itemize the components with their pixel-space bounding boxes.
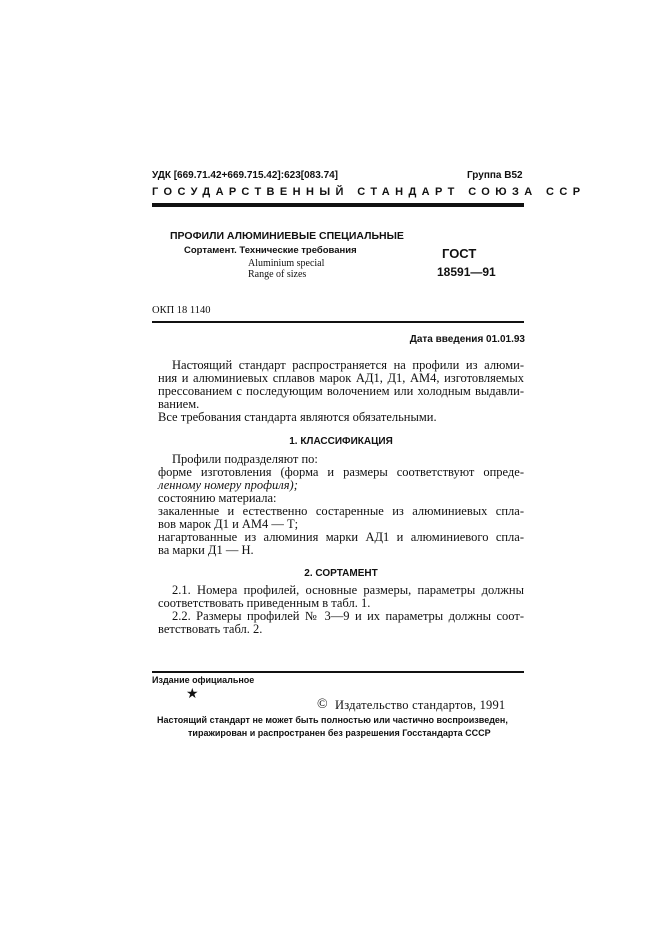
text-line: вов марок Д1 и АМ4 — Т; <box>158 517 299 531</box>
udk-code: УДК [669.71.42+669.715.42]:623[083.74] <box>152 170 339 181</box>
text-line: ванием. <box>158 397 200 411</box>
english-title-line1: Aluminium special <box>248 258 325 269</box>
section-2-heading: 2. СОРТАМЕНТ <box>304 568 378 579</box>
text-line: ва марки Д1 — Н. <box>158 543 254 557</box>
okp-code: ОКП 18 1140 <box>152 305 211 316</box>
text-line: ветствовать табл. 2. <box>158 622 263 636</box>
footer-rule <box>152 671 524 673</box>
text-line: прессованием с последующим волочением или холодным выдавли- <box>158 384 524 398</box>
document-subtitle: Сортамент. Технические требования <box>184 245 357 256</box>
text-line: ния и алюминиевых сплавов марок АД1, Д1, АМ4, изготовляемых <box>158 371 524 385</box>
publisher-copyright: Издательство стандартов, 1991 <box>335 698 506 712</box>
text-line: закаленные и естественно состаренные из алюминиевых спла- <box>158 504 524 518</box>
text-line: форме изготовления (форма и размеры соответствуют опреде- <box>158 465 524 479</box>
gost-label: ГОСТ <box>442 246 477 261</box>
reproduction-notice-line1: Настоящий стандарт не может быть полностью или частично воспроизведен, <box>157 715 508 725</box>
english-title-line2: Range of sizes <box>248 269 307 280</box>
section-1-heading: 1. КЛАССИФИКАЦИЯ <box>289 436 393 447</box>
copyright-icon: © <box>317 697 328 712</box>
text-line: Профили подразделяют по: <box>172 452 318 466</box>
section-2-body <box>158 584 524 636</box>
okp-rule <box>152 321 524 323</box>
official-edition-label: Издание официальное <box>152 675 255 685</box>
intro-paragraph <box>158 359 524 424</box>
text-line: нагартованные из алюминия марки АД1 и алюминиевого спла- <box>158 530 524 544</box>
reproduction-notice-line2: тиражирован и распространен без разрешения Госстандарта СССР <box>188 728 491 738</box>
state-standard-heading: ГОСУДАРСТВЕННЫЙ СТАНДАРТ СОЮЗА ССР <box>152 186 586 198</box>
text-line: ленному номеру профиля); <box>158 478 298 492</box>
text-line: 2.1. Номера профилей, основные размеры, параметры должны <box>172 583 524 597</box>
text-line: Все требования стандарта являются обязательными. <box>158 410 437 424</box>
text-line: соответствовать приведенным в табл. 1. <box>158 596 371 610</box>
group-code: Группа В52 <box>467 170 523 181</box>
document-title: ПРОФИЛИ АЛЮМИНИЕВЫЕ СПЕЦИАЛЬНЫЕ <box>170 230 404 242</box>
section-1-body <box>158 453 524 557</box>
text-line: состоянию материала: <box>158 491 277 505</box>
gost-number: 18591—91 <box>437 265 496 279</box>
header-thick-rule <box>152 203 524 207</box>
text-line: 2.2. Размеры профилей № 3—9 и их параметры должны соот- <box>172 609 524 623</box>
text-line: Настоящий стандарт распространяется на профили из алюми- <box>172 358 524 372</box>
star-icon: ★ <box>186 687 199 702</box>
introduction-date: Дата введения 01.01.93 <box>409 334 525 345</box>
